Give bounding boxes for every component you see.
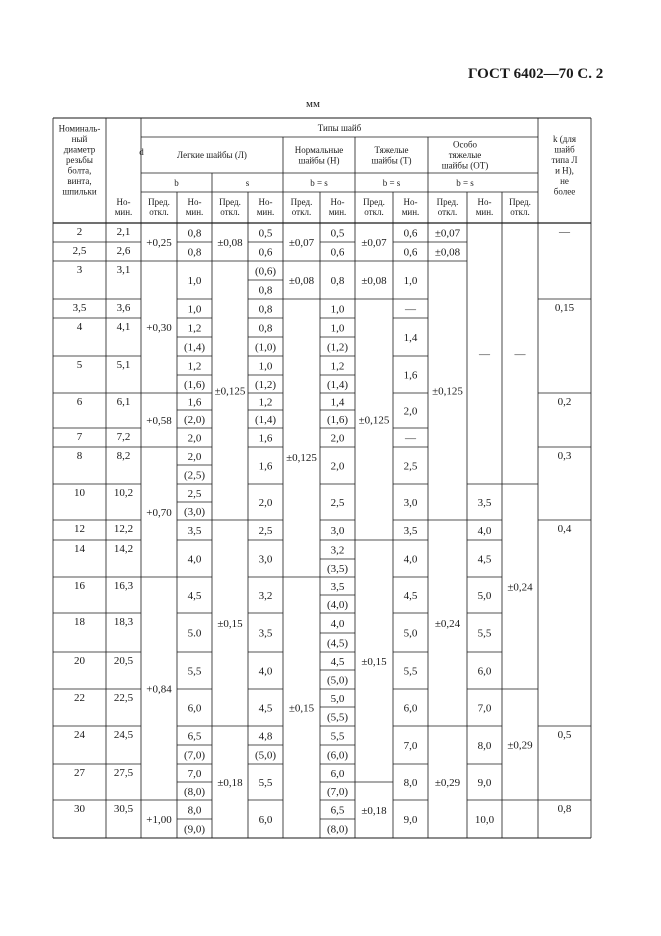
nominal-diameter-header: винта, bbox=[67, 176, 92, 186]
nominal-diameter-cell: 2,5 bbox=[72, 245, 87, 257]
light-s-deviation-cell: ±0,15 bbox=[288, 702, 315, 715]
extra-heavy-deviation-cell: — bbox=[514, 348, 526, 361]
heavy-nominal-cell: 8,0 bbox=[403, 777, 418, 789]
deviation-subheader: откл. bbox=[220, 207, 240, 217]
normal-nominal-cell: 1,4 bbox=[330, 396, 345, 409]
k-header: не bbox=[560, 175, 569, 186]
light-b-nominal-cell: 0,8 bbox=[187, 227, 202, 240]
d-nominal-cell: 16,3 bbox=[113, 580, 134, 592]
normal-nominal-cell: 1,0 bbox=[330, 303, 345, 316]
nominal-diameter-cell: 10 bbox=[74, 487, 85, 499]
light-s-nominal-cell: 3,5 bbox=[258, 627, 273, 640]
normal-nominal-cell: 4,0 bbox=[330, 618, 345, 630]
light-s-nominal-cell: 6,0 bbox=[258, 814, 273, 826]
nominal-diameter-cell: 4 bbox=[76, 321, 83, 333]
k-cell: 0,8 bbox=[557, 803, 572, 815]
light-s-deviation-cell: ±0,08 bbox=[288, 275, 315, 287]
d-nominal-cell: 22,5 bbox=[113, 692, 134, 704]
normal-deviation-cell: ±0,125 bbox=[358, 414, 390, 427]
k-header: типа Л bbox=[551, 154, 578, 165]
k-cell: 0,4 bbox=[557, 523, 572, 535]
heavy-nominal-cell: 0,6 bbox=[403, 246, 418, 259]
normal-nominal-cell: 6,5 bbox=[330, 804, 345, 817]
nominal-subheader: мин. bbox=[401, 207, 420, 217]
extra-heavy-nominal-cell: 3,5 bbox=[477, 497, 492, 509]
heavy-washers-header: шайбы (Т) bbox=[371, 155, 412, 166]
d-nominal-cell: 24,5 bbox=[113, 729, 134, 741]
extra-heavy-nominal-cell: 7,0 bbox=[477, 702, 492, 715]
nominal-subheader: Но- bbox=[330, 197, 345, 207]
light-s-nominal-cell: 4,8 bbox=[258, 730, 273, 743]
light-s-nominal-cell: 3,0 bbox=[258, 553, 273, 566]
light-b-nominal-cell: 6,5 bbox=[187, 730, 202, 743]
heavy-deviation-cell: ±0,29 bbox=[434, 777, 461, 789]
normal-nominal-cell: (6,0) bbox=[326, 749, 349, 762]
nominal-diameter-cell: 24 bbox=[74, 729, 85, 741]
deviation-subheader: Пред. bbox=[363, 197, 385, 207]
light-s-nominal-cell: 2,0 bbox=[258, 497, 273, 509]
normal-deviation-cell: ±0,08 bbox=[361, 275, 387, 287]
nominal-diameter-cell: 8 bbox=[76, 450, 83, 462]
light-s-deviation-cell: ±0,07 bbox=[288, 237, 315, 249]
light-s-nominal-cell: 3,2 bbox=[258, 590, 273, 602]
light-b-nominal-cell: 1,2 bbox=[187, 360, 202, 373]
light-b-nominal-cell: 2,5 bbox=[187, 488, 202, 500]
light-s-nominal-cell: 2,5 bbox=[258, 525, 273, 537]
normal-nominal-cell: 0,5 bbox=[330, 227, 345, 240]
deviation-subheader: Пред. bbox=[219, 197, 241, 207]
heavy-nominal-cell: 4,0 bbox=[403, 553, 418, 566]
heavy-nominal-cell: 1,4 bbox=[403, 332, 418, 344]
normal-nominal-cell: (1,2) bbox=[326, 341, 349, 354]
nominal-diameter-header: ный bbox=[71, 134, 88, 144]
normal-nominal-cell: 1,2 bbox=[330, 360, 345, 373]
k-header: более bbox=[553, 186, 576, 197]
normal-nominal-cell: 5,0 bbox=[330, 693, 345, 705]
normal-nominal-cell: (4,5) bbox=[326, 637, 349, 650]
extra-heavy-washers-header: Особо bbox=[452, 139, 478, 150]
heavy-nominal-cell: 6,0 bbox=[403, 702, 418, 715]
light-b-deviation-cell: ±0,15 bbox=[217, 618, 243, 630]
normal-nominal-cell: (5,0) bbox=[326, 674, 349, 687]
extra-heavy-washers-header: шайбы (ОТ) bbox=[441, 160, 489, 171]
b-eq-s-header: b = s bbox=[382, 178, 401, 188]
d-deviation-cell: +0,30 bbox=[146, 322, 172, 334]
heavy-deviation-cell: ±0,07 bbox=[434, 227, 461, 240]
light-s-nominal-cell: 1,2 bbox=[258, 396, 273, 409]
light-b-nominal-cell: 7,0 bbox=[187, 768, 202, 780]
light-b-nominal-cell: (1,4) bbox=[183, 341, 206, 354]
nominal-diameter-cell: 7 bbox=[76, 431, 83, 443]
normal-nominal-cell: (4,0) bbox=[326, 599, 349, 611]
d-nominal-cell: 30,5 bbox=[113, 803, 134, 815]
normal-nominal-cell: (5,5) bbox=[326, 711, 349, 724]
d-nominal-cell: 5,1 bbox=[116, 359, 131, 371]
deviation-subheader: откл. bbox=[291, 207, 312, 217]
extra-heavy-nominal-cell: 4,5 bbox=[477, 553, 492, 566]
deviation-subheader: Пред. bbox=[436, 197, 459, 207]
light-b-nominal-cell: 2,0 bbox=[187, 432, 202, 445]
d-nominal-cell: 14,2 bbox=[113, 543, 134, 555]
light-b-nominal-cell: (8,0) bbox=[183, 786, 206, 798]
nominal-diameter-cell: 2 bbox=[76, 226, 83, 238]
light-b-nominal-cell: 8,0 bbox=[187, 804, 202, 817]
k-cell: 0,15 bbox=[554, 302, 575, 314]
extra-heavy-nominal-cell: 10,0 bbox=[474, 814, 495, 826]
extra-heavy-nominal-cell: 8,0 bbox=[477, 740, 492, 752]
heavy-nominal-cell: 3,5 bbox=[403, 525, 418, 537]
light-b-nominal-cell: 5,5 bbox=[187, 665, 202, 678]
nominal-diameter-cell: 14 bbox=[74, 543, 85, 555]
normal-washers-header: шайбы (Н) bbox=[298, 155, 340, 166]
normal-nominal-cell: (3,5) bbox=[326, 563, 349, 575]
nominal-subheader: мин. bbox=[475, 207, 494, 217]
heavy-nominal-cell: 1,6 bbox=[403, 369, 418, 382]
light-s-nominal-cell: 0,8 bbox=[258, 284, 273, 297]
d-nominal-cell: 3,1 bbox=[116, 264, 131, 276]
d-nominal-cell: 7,2 bbox=[116, 431, 131, 443]
nominal-diameter-cell: 3,5 bbox=[72, 302, 87, 314]
nominal-diameter-header: резьбы bbox=[66, 155, 93, 165]
b-header: b bbox=[174, 178, 179, 188]
extra-heavy-nominal-cell: 5,0 bbox=[477, 590, 492, 602]
nominal-diameter-cell: 30 bbox=[74, 803, 85, 815]
light-washers-header: Легкие шайбы (Л) bbox=[177, 150, 247, 160]
d-nominal-cell: 2,6 bbox=[116, 245, 131, 257]
d-header: d bbox=[139, 147, 144, 157]
nominal-subheader: Но- bbox=[258, 197, 273, 207]
nominal-diameter-cell: 5 bbox=[76, 359, 83, 371]
light-b-nominal-cell: 5.0 bbox=[187, 627, 202, 640]
light-s-nominal-cell: (1,2) bbox=[254, 379, 277, 391]
light-b-nominal-cell: (9,0) bbox=[183, 823, 206, 836]
nominal-diameter-cell: 18 bbox=[74, 616, 85, 628]
k-cell: 0,3 bbox=[557, 450, 572, 462]
light-b-nominal-cell: 3,5 bbox=[187, 525, 202, 537]
heavy-nominal-cell: 2,5 bbox=[403, 460, 418, 473]
deviation-subheader: откл. bbox=[364, 207, 384, 217]
normal-nominal-cell: 1,0 bbox=[330, 322, 345, 335]
light-s-nominal-cell: (5,0) bbox=[254, 749, 277, 762]
light-b-nominal-cell: 1,0 bbox=[187, 275, 202, 287]
normal-nominal-cell: 5,5 bbox=[330, 730, 345, 743]
extra-heavy-nominal-cell: 6,0 bbox=[477, 665, 492, 678]
light-b-nominal-cell: 4,5 bbox=[187, 590, 202, 602]
light-s-nominal-cell: (1,0) bbox=[254, 341, 277, 354]
d-deviation-cell: +0,25 bbox=[146, 237, 172, 249]
nominal-diameter-header: диаметр bbox=[63, 144, 96, 155]
heavy-deviation-cell: ±0,125 bbox=[432, 385, 463, 398]
nominal-diameter-cell: 20 bbox=[74, 655, 85, 667]
extra-heavy-nominal-cell: — bbox=[479, 348, 490, 361]
d-nominal-cell: 4,1 bbox=[116, 321, 131, 333]
nominal-subheader: мин. bbox=[114, 207, 133, 217]
nominal-subheader: Но- bbox=[187, 197, 202, 207]
extra-heavy-nominal-cell: 9,0 bbox=[477, 777, 492, 789]
d-deviation-cell: +0,84 bbox=[146, 683, 172, 696]
nominal-diameter-cell: 16 bbox=[74, 580, 85, 592]
deviation-subheader: Пред. bbox=[148, 197, 170, 207]
light-b-nominal-cell: 4,0 bbox=[187, 553, 202, 566]
deviation-subheader: Пред. bbox=[509, 197, 531, 207]
normal-nominal-cell: 4,5 bbox=[330, 656, 345, 668]
heavy-nominal-cell: 5,5 bbox=[403, 665, 418, 678]
normal-nominal-cell: 2,0 bbox=[330, 460, 345, 473]
light-s-nominal-cell: 0,5 bbox=[258, 227, 273, 240]
deviation-subheader: Пред. bbox=[290, 197, 313, 207]
normal-nominal-cell: 3,0 bbox=[330, 525, 345, 537]
heavy-deviation-cell: ±0,08 bbox=[434, 246, 461, 259]
deviation-subheader: откл. bbox=[437, 207, 458, 217]
normal-deviation-cell: ±0,18 bbox=[361, 805, 387, 817]
light-b-nominal-cell: 6,0 bbox=[187, 702, 202, 715]
extra-heavy-nominal-cell: 5,5 bbox=[477, 627, 492, 640]
light-b-nominal-cell: (2,5) bbox=[183, 469, 206, 482]
heavy-nominal-cell: 1,0 bbox=[403, 275, 418, 287]
normal-nominal-cell: (8,0) bbox=[326, 823, 349, 836]
normal-nominal-cell: 0,8 bbox=[330, 275, 345, 287]
d-deviation-cell: +0,70 bbox=[146, 507, 172, 519]
k-header: k (для bbox=[553, 133, 576, 144]
k-cell: 0,5 bbox=[557, 729, 572, 741]
heavy-washers-header: Тяжелые bbox=[374, 144, 409, 155]
heavy-nominal-cell: 7,0 bbox=[403, 740, 418, 752]
normal-washers-header: Нормальные bbox=[294, 144, 344, 155]
normal-nominal-cell: (1,6) bbox=[326, 414, 349, 426]
b-eq-s-header: b = s bbox=[456, 178, 474, 188]
b-eq-s-header: b = s bbox=[310, 178, 328, 188]
light-b-nominal-cell: 1,6 bbox=[187, 396, 202, 409]
light-s-nominal-cell: 0,8 bbox=[258, 322, 273, 335]
nominal-subheader: мин. bbox=[256, 207, 275, 217]
k-cell: — bbox=[559, 226, 570, 238]
light-s-deviation-cell: ±0,125 bbox=[286, 452, 317, 464]
units-label: мм bbox=[306, 98, 320, 110]
light-s-nominal-cell: 1,6 bbox=[258, 432, 273, 445]
d-deviation-cell: +0,58 bbox=[146, 415, 172, 427]
light-b-nominal-cell: 1,0 bbox=[187, 303, 202, 316]
extra-heavy-nominal-cell: 4,0 bbox=[477, 525, 492, 537]
light-b-deviation-cell: ±0,18 bbox=[217, 777, 243, 789]
normal-nominal-cell: 2,5 bbox=[330, 497, 345, 509]
light-b-nominal-cell: (7,0) bbox=[183, 749, 206, 762]
normal-nominal-cell: 3,2 bbox=[330, 544, 345, 557]
d-nominal-cell: 2,1 bbox=[116, 226, 131, 238]
nominal-diameter-header: шпильки bbox=[62, 186, 97, 197]
heavy-nominal-cell: — bbox=[405, 432, 416, 445]
nominal-subheader: Но- bbox=[403, 197, 418, 207]
nominal-diameter-header: Номиналь- bbox=[58, 123, 101, 134]
heavy-nominal-cell: 2,0 bbox=[403, 405, 418, 418]
d-nominal-cell: 6,1 bbox=[116, 396, 131, 408]
nominal-subheader: мин. bbox=[328, 207, 347, 217]
light-s-nominal-cell: 1,6 bbox=[258, 460, 273, 473]
heavy-deviation-cell: ±0,24 bbox=[434, 618, 461, 630]
d-nominal-cell: 3,6 bbox=[116, 302, 131, 314]
nominal-diameter-cell: 3 bbox=[76, 264, 83, 276]
nominal-subheader: Но- bbox=[477, 197, 492, 207]
heavy-nominal-cell: — bbox=[405, 303, 416, 316]
nominal-diameter-cell: 22 bbox=[74, 692, 85, 704]
light-s-nominal-cell: 0,8 bbox=[258, 303, 273, 316]
light-s-nominal-cell: 4,5 bbox=[258, 702, 273, 715]
light-b-deviation-cell: ±0,08 bbox=[217, 237, 243, 249]
light-s-nominal-cell: 5,5 bbox=[258, 777, 273, 789]
light-s-nominal-cell: 1,0 bbox=[258, 360, 273, 373]
extra-heavy-deviation-cell: ±0,29 bbox=[507, 739, 533, 752]
light-s-nominal-cell: (0,6) bbox=[254, 265, 277, 278]
d-deviation-cell: +1,00 bbox=[146, 814, 172, 826]
light-b-nominal-cell: (3,0) bbox=[183, 506, 206, 518]
d-nominal-cell: 27,5 bbox=[113, 767, 134, 779]
extra-heavy-deviation-cell: ±0,24 bbox=[507, 581, 533, 594]
page-header: ГОСТ 6402—70 С. 2 bbox=[468, 66, 604, 82]
normal-nominal-cell: (7,0) bbox=[326, 786, 349, 798]
light-s-nominal-cell: (1,4) bbox=[254, 414, 277, 426]
light-s-nominal-cell: 4,0 bbox=[258, 665, 273, 678]
heavy-nominal-cell: 4,5 bbox=[403, 590, 418, 602]
light-b-nominal-cell: 1,2 bbox=[187, 322, 202, 335]
normal-nominal-cell: 2,0 bbox=[330, 432, 345, 445]
nominal-subheader: Но- bbox=[116, 197, 131, 207]
heavy-nominal-cell: 9,0 bbox=[403, 814, 418, 826]
nominal-diameter-header: болта, bbox=[67, 165, 92, 176]
light-b-nominal-cell: (2,0) bbox=[183, 414, 206, 426]
d-nominal-cell: 18,3 bbox=[113, 616, 134, 628]
extra-heavy-washers-header: тяжелые bbox=[448, 150, 482, 160]
normal-nominal-cell: (1,4) bbox=[326, 379, 349, 391]
normal-nominal-cell: 3,5 bbox=[330, 581, 345, 593]
nominal-diameter-cell: 6 bbox=[76, 396, 83, 408]
k-header: шайб bbox=[554, 144, 575, 155]
nominal-subheader: мин. bbox=[185, 207, 204, 217]
light-s-nominal-cell: 0,6 bbox=[258, 246, 273, 259]
d-nominal-cell: 12,2 bbox=[113, 523, 134, 535]
light-b-nominal-cell: 2,0 bbox=[187, 451, 202, 463]
normal-deviation-cell: ±0,15 bbox=[361, 656, 387, 668]
d-nominal-cell: 8,2 bbox=[116, 450, 131, 462]
k-header: и Н), bbox=[555, 165, 574, 176]
d-nominal-cell: 20,5 bbox=[113, 655, 134, 667]
light-b-nominal-cell: (1,6) bbox=[183, 379, 206, 391]
nominal-diameter-cell: 27 bbox=[74, 767, 85, 779]
light-b-deviation-cell: ±0,125 bbox=[214, 385, 246, 398]
heavy-nominal-cell: 0,6 bbox=[403, 227, 418, 240]
normal-nominal-cell: 0,6 bbox=[330, 246, 345, 259]
deviation-subheader: откл. bbox=[149, 207, 169, 217]
normal-deviation-cell: ±0,07 bbox=[361, 237, 387, 249]
washer-types-header: Типы шайб bbox=[317, 123, 362, 133]
heavy-nominal-cell: 5,0 bbox=[403, 627, 418, 640]
s-header: s bbox=[245, 178, 250, 188]
deviation-subheader: откл. bbox=[510, 207, 530, 217]
heavy-nominal-cell: 3,0 bbox=[403, 497, 418, 509]
normal-nominal-cell: 6,0 bbox=[330, 768, 345, 780]
d-nominal-cell: 10,2 bbox=[113, 487, 134, 499]
nominal-diameter-cell: 12 bbox=[74, 523, 85, 535]
k-cell: 0,2 bbox=[557, 396, 572, 408]
light-b-nominal-cell: 0,8 bbox=[187, 246, 202, 259]
